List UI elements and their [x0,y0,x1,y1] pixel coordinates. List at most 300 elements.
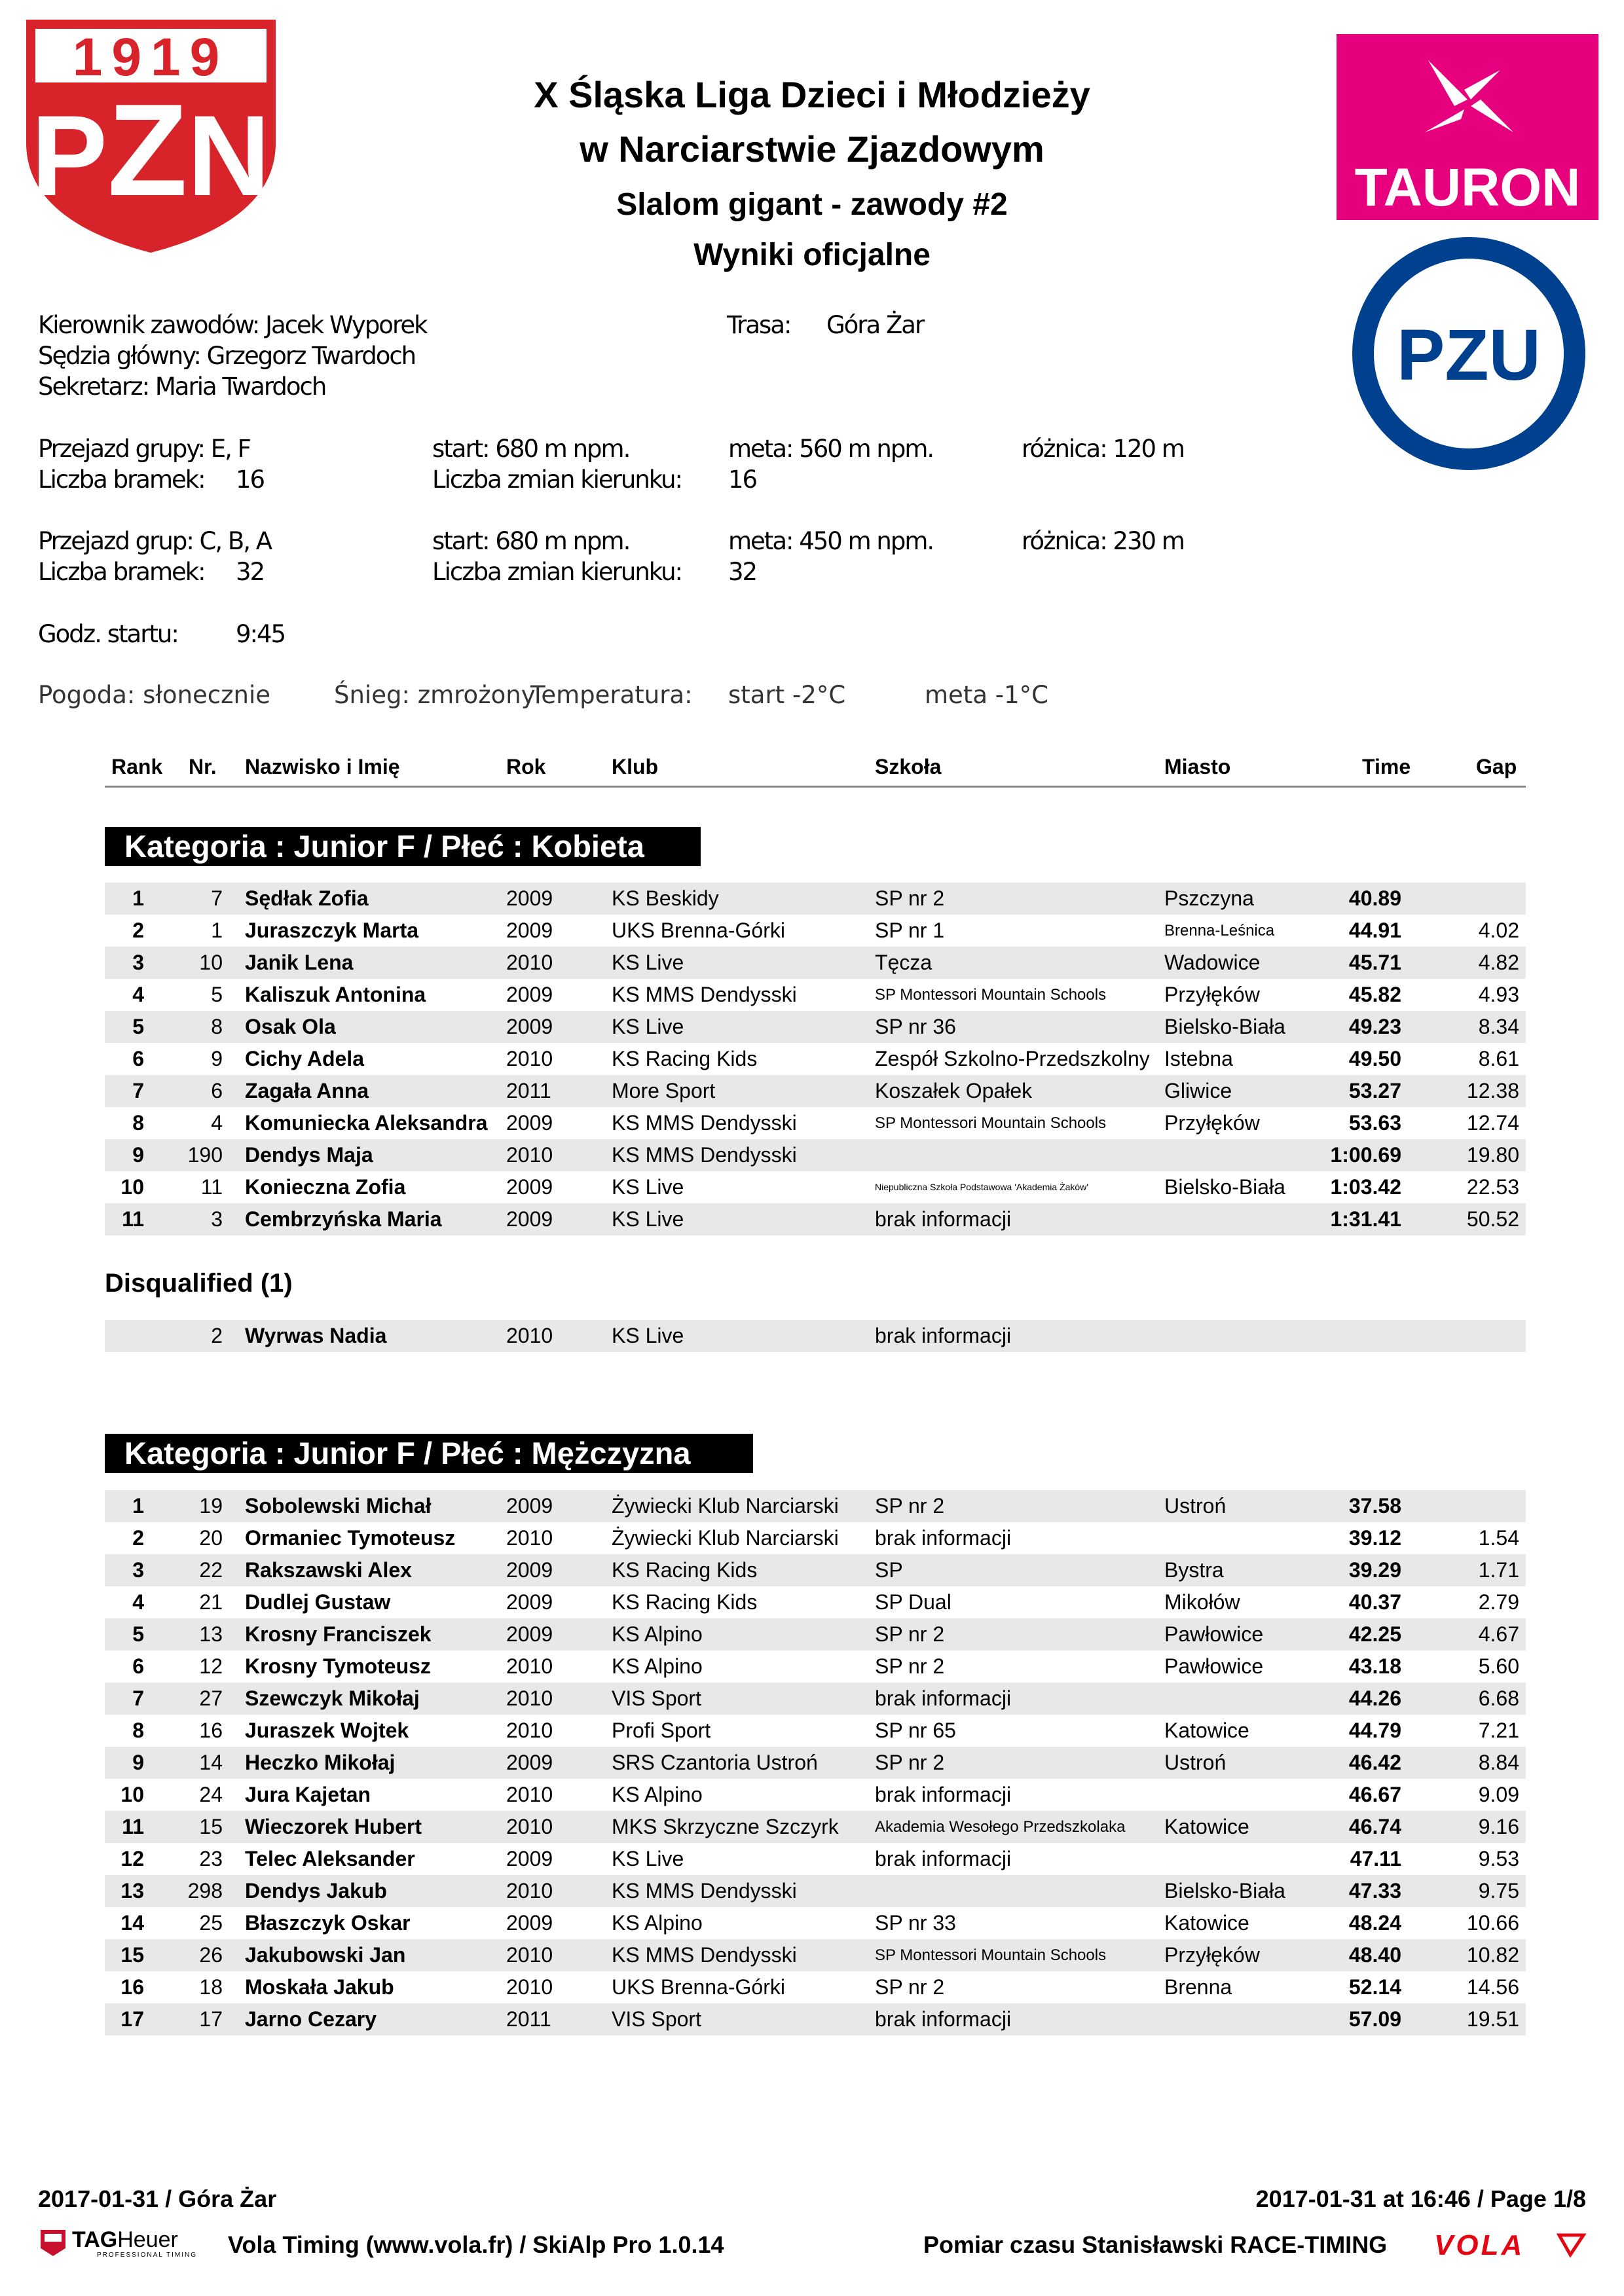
school-cell: SP Montessori Mountain Schools [875,1114,1107,1132]
group1-turns-label: Liczba zmian kierunku: [432,465,682,494]
club-cell: KS Live [612,1324,684,1347]
city-cell: Przyłęków [1164,1111,1260,1135]
svg-text:VOLA: VOLA [1434,2229,1525,2261]
rank-cell: 4 [132,983,144,1006]
school-cell: SP nr 36 [875,1015,956,1038]
time-cell: 47.33 [1348,1879,1401,1903]
year-cell: 2010 [506,1526,553,1550]
table-row [105,883,1526,915]
city-cell: Bielsko-Biała [1164,1175,1285,1199]
table-row [105,1715,1526,1747]
club-cell: KS Racing Kids [612,1047,758,1070]
table-row [105,1043,1526,1075]
col-name: Nazwisko i Imię [245,755,400,778]
bib-cell: 15 [199,1815,223,1838]
bib-cell: 2 [211,1324,223,1347]
gap-cell: 9.53 [1478,1847,1519,1870]
club-cell: VIS Sport [612,2007,701,2031]
year-cell: 2009 [506,1015,553,1038]
col-year: Rok [506,755,546,778]
bib-cell: 12 [199,1654,223,1678]
table-row [105,1107,1526,1139]
table-row [105,1650,1526,1683]
rank-cell: 10 [120,1783,144,1806]
city-cell: Przyłęków [1164,983,1260,1006]
event-title: X Śląska Liga Dzieci i Młodzieży [534,74,1090,115]
time-cell: 44.26 [1348,1686,1401,1710]
table-row [105,1586,1526,1618]
time-cell: 49.23 [1348,1015,1401,1038]
time-cell: 1:00.69 [1330,1143,1401,1167]
col-club: Klub [612,755,659,778]
athlete-name-cell: Krosny Tymoteusz [245,1654,431,1678]
club-cell: Żywiecki Klub Narciarski [612,1494,839,1518]
athlete-name-cell: Osak Ola [245,1015,336,1038]
bib-cell: 190 [187,1143,223,1167]
year-cell: 2009 [506,919,553,942]
group2-turns-label: Liczba zmian kierunku: [432,558,682,586]
city-cell: Pawłowice [1164,1654,1264,1678]
table-row [105,1490,1526,1522]
school-cell: Akademia Wesołego Przedszkolaka [875,1818,1126,1836]
bib-cell: 298 [187,1879,223,1903]
bib-cell: 20 [199,1526,223,1550]
school-cell: Niepubliczna Szkoła Podstawowa 'Akademia Żaków' [875,1182,1088,1192]
bib-cell: 17 [199,2007,223,2031]
rank-cell: 5 [132,1015,144,1038]
table-row [105,1203,1526,1235]
bib-cell: 8 [211,1015,223,1038]
table-row [105,1907,1526,1939]
table-row [105,1875,1526,1907]
table-row [105,1843,1526,1875]
year-cell: 2009 [506,983,553,1006]
gap-cell: 8.84 [1478,1751,1519,1774]
gap-cell: 22.53 [1466,1175,1519,1199]
club-cell: KS MMS Dendysski [612,1143,797,1167]
table-row [105,1011,1526,1043]
time-cell: 1:31.41 [1330,1207,1401,1231]
group1-finish: meta: 560 m npm. [728,435,934,463]
year-cell: 2010 [506,1324,553,1347]
footer-date-venue: 2017-01-31 / Góra Żar [38,2185,277,2212]
club-cell: KS MMS Dendysski [612,1111,797,1135]
year-cell: 2009 [506,1111,553,1135]
rank-cell: 3 [132,1558,144,1582]
table-row [105,1139,1526,1171]
year-cell: 2009 [506,1590,553,1614]
year-cell: 2010 [506,1047,553,1070]
club-cell: SRS Czantoria Ustroń [612,1751,818,1774]
group1-gates-label: Liczba bramek: [38,465,205,494]
table-row [105,1971,1526,2003]
athlete-name-cell: Kaliszuk Antonina [245,983,426,1006]
year-cell: 2010 [506,1719,553,1742]
school-cell: SP nr 2 [875,1975,945,1999]
athlete-name-cell: Cichy Adela [245,1047,364,1070]
time-cell: 39.12 [1348,1526,1401,1550]
club-cell: KS Live [612,1847,684,1870]
start-time-label: Godz. startu: [38,620,178,648]
year-cell: 2009 [506,1847,553,1870]
bib-cell: 11 [200,1175,223,1199]
club-cell: MKS Skrzyczne Szczyrk [612,1815,839,1838]
group2-finish: meta: 450 m npm. [728,527,934,555]
gap-cell: 1.71 [1478,1558,1519,1582]
rank-cell: 2 [132,1526,144,1550]
year-cell: 2010 [506,1783,553,1806]
city-cell: Pawłowice [1164,1622,1264,1646]
city-cell: Wadowice [1164,951,1261,974]
col-rank: Rank [111,755,163,778]
group1-turns-value: 16 [728,465,757,494]
table-row [105,915,1526,947]
group1-gates-value: 16 [236,465,265,494]
rank-cell: 11 [122,1815,144,1838]
year-cell: 2009 [506,1494,553,1518]
school-cell: brak informacji [875,1847,1012,1870]
time-cell: 44.91 [1348,919,1401,942]
city-cell: Gliwice [1164,1079,1232,1102]
athlete-name-cell: Dendys Maja [245,1143,373,1167]
group1-label: Przejazd grupy: E, F [38,435,250,463]
footer-timing: Pomiar czasu Stanisławski RACE-TIMING [923,2231,1388,2258]
gap-cell: 4.02 [1478,919,1519,942]
athlete-name-cell: Dudlej Gustaw [245,1590,391,1614]
table-row [105,1075,1526,1107]
rank-cell: 17 [120,2007,144,2031]
col-school: Szkoła [875,755,942,778]
gap-cell: 4.82 [1478,951,1519,974]
gap-cell: 8.61 [1478,1047,1519,1070]
pzu-text: PZU [1397,315,1541,395]
vola-logo [1431,2229,1589,2261]
club-cell: UKS Brenna-Górki [612,919,785,942]
club-cell: VIS Sport [612,1686,701,1710]
time-cell: 45.71 [1348,951,1401,974]
school-cell: SP nr 2 [875,1494,945,1518]
city-cell: Bielsko-Biała [1164,1879,1285,1903]
gap-cell: 8.34 [1478,1015,1519,1038]
race-director: Kierownik zawodów: Jacek Wyporek [38,311,427,339]
gap-cell: 4.67 [1478,1622,1519,1646]
athlete-name-cell: Rakszawski Alex [245,1558,412,1582]
bib-cell: 19 [199,1494,223,1518]
club-cell: KS Beskidy [612,886,719,910]
school-cell: SP nr 2 [875,1622,945,1646]
city-cell: Katowice [1164,1911,1249,1935]
table-row [105,1779,1526,1811]
table-row [105,1171,1526,1203]
time-cell: 47.11 [1350,1847,1401,1870]
event-subtitle: w Narciarstwie Zjazdowym [580,128,1044,170]
svg-text:TAGHeuer: TAGHeuer [72,2227,178,2252]
club-cell: KS MMS Dendysski [612,1879,797,1903]
group2-gates-label: Liczba bramek: [38,558,205,586]
gap-cell: 12.38 [1466,1079,1519,1102]
year-cell: 2010 [506,1943,553,1967]
bib-cell: 7 [211,886,223,910]
time-cell: 1:03.42 [1330,1175,1401,1199]
athlete-name-cell: Sobolewski Michał [245,1494,432,1518]
school-cell: SP nr 65 [875,1719,956,1742]
club-cell: KS MMS Dendysski [612,1943,797,1967]
chief-judge: Sędzia główny: Grzegorz Twardoch [38,342,416,370]
table-row [105,1683,1526,1715]
col-city: Miasto [1164,755,1231,778]
rank-cell: 11 [122,1207,144,1231]
school-cell: SP nr 33 [875,1911,956,1935]
gap-cell: 10.82 [1466,1943,1519,1967]
club-cell: More Sport [612,1079,716,1102]
tagheuer-logo [38,2226,215,2259]
table-row [105,1618,1526,1650]
athlete-name-cell: Dendys Jakub [245,1879,387,1903]
athlete-name-cell: Błaszczyk Oskar [245,1911,411,1935]
club-cell: KS Racing Kids [612,1590,758,1614]
gap-cell: 1.54 [1478,1526,1519,1550]
athlete-name-cell: Szewczyk Mikołaj [245,1686,420,1710]
tauron-text: TAURON [1354,158,1581,217]
gap-cell: 10.66 [1466,1911,1519,1935]
time-cell: 53.27 [1348,1079,1401,1102]
school-cell: SP Dual [875,1590,951,1614]
pzn-letters: PZN [31,77,270,223]
year-cell: 2010 [506,1654,553,1678]
school-cell: brak informacji [875,1686,1012,1710]
athlete-name-cell: Cembrzyńska Maria [245,1207,442,1231]
secretary: Sekretarz: Maria Twardoch [38,373,326,401]
bib-cell: 21 [199,1590,223,1614]
school-cell: brak informacji [875,2007,1012,2031]
rank-cell: 9 [132,1143,144,1167]
footer-software: Vola Timing (www.vola.fr) / SkiAlp Pro 1.0.14 [228,2231,724,2258]
school-cell: brak informacji [875,1526,1012,1550]
athlete-name-cell: Jakubowski Jan [245,1943,406,1967]
year-cell: 2009 [506,886,553,910]
athlete-name-cell: Moskała Jakub [245,1975,394,1999]
year-cell: 2010 [506,1879,553,1903]
time-cell: 46.67 [1348,1783,1401,1806]
athlete-name-cell: Konieczna Zofia [245,1175,406,1199]
club-cell: KS Alpino [612,1911,703,1935]
school-cell: brak informacji [875,1324,1012,1347]
temperature-label: Temperatura: [530,681,693,709]
athlete-name-cell: Juraszczyk Marta [245,919,419,942]
rank-cell: 15 [120,1943,144,1967]
rank-cell: 14 [120,1911,144,1935]
club-cell: KS Alpino [612,1622,703,1646]
rank-cell: 3 [132,951,144,974]
rank-cell: 8 [132,1719,144,1742]
table-row [105,947,1526,979]
rank-cell: 7 [132,1686,144,1710]
rank-cell: 4 [132,1590,144,1614]
category-heading-men: Kategoria : Junior F / Płeć : Mężczyzna [105,1434,753,1473]
club-cell: KS Live [612,1207,684,1231]
bib-cell: 22 [199,1558,223,1582]
header-divider [105,786,1526,788]
rank-cell: 9 [132,1751,144,1774]
school-cell: brak informacji [875,1207,1012,1231]
table-row [105,2003,1526,2035]
year-cell: 2010 [506,1143,553,1167]
bib-cell: 23 [199,1847,223,1870]
gap-cell: 12.74 [1466,1111,1519,1135]
year-cell: 2010 [506,1975,553,1999]
rank-cell: 16 [120,1975,144,1999]
gap-cell: 9.09 [1478,1783,1519,1806]
city-cell: Katowice [1164,1719,1249,1742]
city-cell: Ustroń [1164,1494,1227,1518]
time-cell: 57.09 [1348,2007,1401,2031]
club-cell: KS Live [612,1015,684,1038]
club-cell: KS Racing Kids [612,1558,758,1582]
bib-cell: 26 [199,1943,223,1967]
start-time-value: 9:45 [236,620,286,648]
athlete-name-cell: Jarno Cezary [245,2007,377,2031]
school-cell: brak informacji [875,1783,1012,1806]
year-cell: 2009 [506,1911,553,1935]
athlete-name-cell: Janik Lena [245,951,354,974]
rank-cell: 10 [120,1175,144,1199]
city-cell: Katowice [1164,1815,1249,1838]
year-cell: 2009 [506,1558,553,1582]
club-cell: KS Alpino [612,1783,703,1806]
category-heading-women: Kategoria : Junior F / Płeć : Kobieta [105,827,701,866]
year-cell: 2011 [506,2007,551,2031]
table-row [105,1320,1526,1352]
school-cell: SP nr 2 [875,886,945,910]
city-cell: Pszczyna [1164,886,1254,910]
group2-start: start: 680 m npm. [432,527,630,555]
time-cell: 46.42 [1348,1751,1401,1774]
group2-drop: różnica: 230 m [1022,527,1184,555]
bib-cell: 3 [211,1207,223,1231]
gap-cell: 2.79 [1478,1590,1519,1614]
table-row [105,1554,1526,1586]
group1-start: start: 680 m npm. [432,435,630,463]
time-cell: 42.25 [1348,1622,1401,1646]
bib-cell: 4 [211,1111,223,1135]
athlete-name-cell: Wieczorek Hubert [245,1815,422,1838]
athlete-name-cell: Zagała Anna [245,1079,369,1102]
club-cell: Żywiecki Klub Narciarski [612,1526,839,1550]
school-cell: SP Montessori Mountain Schools [875,1946,1107,1964]
group2-turns-value: 32 [728,558,757,586]
course-label: Trasa: [727,311,791,339]
time-cell: 44.79 [1348,1719,1401,1742]
athlete-name-cell: Ormaniec Tymoteusz [245,1526,456,1550]
school-cell: SP nr 2 [875,1751,945,1774]
bib-cell: 27 [199,1686,223,1710]
time-cell: 45.82 [1348,983,1401,1006]
athlete-name-cell: Heczko Mikołaj [245,1751,396,1774]
rank-cell: 12 [120,1847,144,1870]
time-cell: 43.18 [1348,1654,1401,1678]
rank-cell: 1 [132,886,144,910]
group2-label: Przejazd grup: C, B, A [38,527,272,555]
city-cell: Ustroń [1164,1751,1227,1774]
bib-cell: 14 [199,1751,223,1774]
group1-drop: różnica: 120 m [1022,435,1184,463]
city-cell: Brenna-Leśnica [1164,922,1275,939]
year-cell: 2009 [506,1175,553,1199]
rank-cell: 2 [132,919,144,942]
athlete-name-cell: Telec Aleksander [245,1847,415,1870]
table-row [105,1747,1526,1779]
table-row [105,979,1526,1011]
time-cell: 46.74 [1348,1815,1401,1838]
gap-cell: 19.80 [1466,1143,1519,1167]
bib-cell: 18 [199,1975,223,1999]
col-time: Time [1362,755,1411,778]
rank-cell: 8 [132,1111,144,1135]
bib-cell: 9 [211,1047,223,1070]
club-cell: KS Alpino [612,1654,703,1678]
pzn-year: 1919 [72,27,229,87]
snow: Śnieg: zmrożony [334,681,536,709]
city-cell: Przyłęków [1164,1943,1260,1967]
gap-cell: 6.68 [1478,1686,1519,1710]
athlete-name-cell: Juraszek Wojtek [245,1719,409,1742]
athlete-name-cell: Wyrwas Nadia [245,1324,387,1347]
gap-cell: 9.16 [1478,1815,1519,1838]
bib-cell: 5 [211,983,223,1006]
race-name: Slalom gigant - zawody #2 [616,187,1008,222]
gap-cell: 5.60 [1478,1654,1519,1678]
club-cell: KS Live [612,1175,684,1199]
athlete-name-cell: Krosny Franciszek [245,1622,432,1646]
year-cell: 2009 [506,1622,553,1646]
rank-cell: 5 [132,1622,144,1646]
club-cell: Profi Sport [612,1719,711,1742]
table-row [105,1939,1526,1971]
time-cell: 49.50 [1348,1047,1401,1070]
col-nr: Nr. [189,755,217,778]
time-cell: 53.63 [1348,1111,1401,1135]
gap-cell: 50.52 [1466,1207,1519,1231]
table-row [105,1811,1526,1843]
school-cell: Tęcza [875,951,932,974]
city-cell: Mikołów [1164,1590,1240,1614]
school-cell: Koszałek Opałek [875,1079,1033,1102]
bib-cell: 6 [211,1079,223,1102]
city-cell: Bielsko-Biała [1164,1015,1285,1038]
gap-cell: 9.75 [1478,1879,1519,1903]
time-cell: 52.14 [1348,1975,1401,1999]
club-cell: UKS Brenna-Górki [612,1975,785,1999]
rank-cell: 1 [132,1494,144,1518]
course-value: Góra Żar [826,311,924,339]
bib-cell: 24 [199,1783,223,1806]
school-cell: SP nr 1 [875,919,945,942]
time-cell: 37.58 [1348,1494,1401,1518]
year-cell: 2009 [506,1207,553,1231]
rank-cell: 6 [132,1047,144,1070]
results-label: Wyniki oficjalne [693,238,931,272]
time-cell: 48.40 [1348,1943,1401,1967]
gap-cell: 19.51 [1466,2007,1519,2031]
city-cell: Brenna [1164,1975,1232,1999]
city-cell: Istebna [1164,1047,1233,1070]
gap-cell: 7.21 [1478,1719,1519,1742]
gap-cell: 14.56 [1466,1975,1519,1999]
club-cell: KS MMS Dendysski [612,983,797,1006]
year-cell: 2010 [506,1815,553,1838]
group2-gates-value: 32 [236,558,265,586]
svg-text:PROFESSIONAL TIMING: PROFESSIONAL TIMING [97,2251,198,2259]
